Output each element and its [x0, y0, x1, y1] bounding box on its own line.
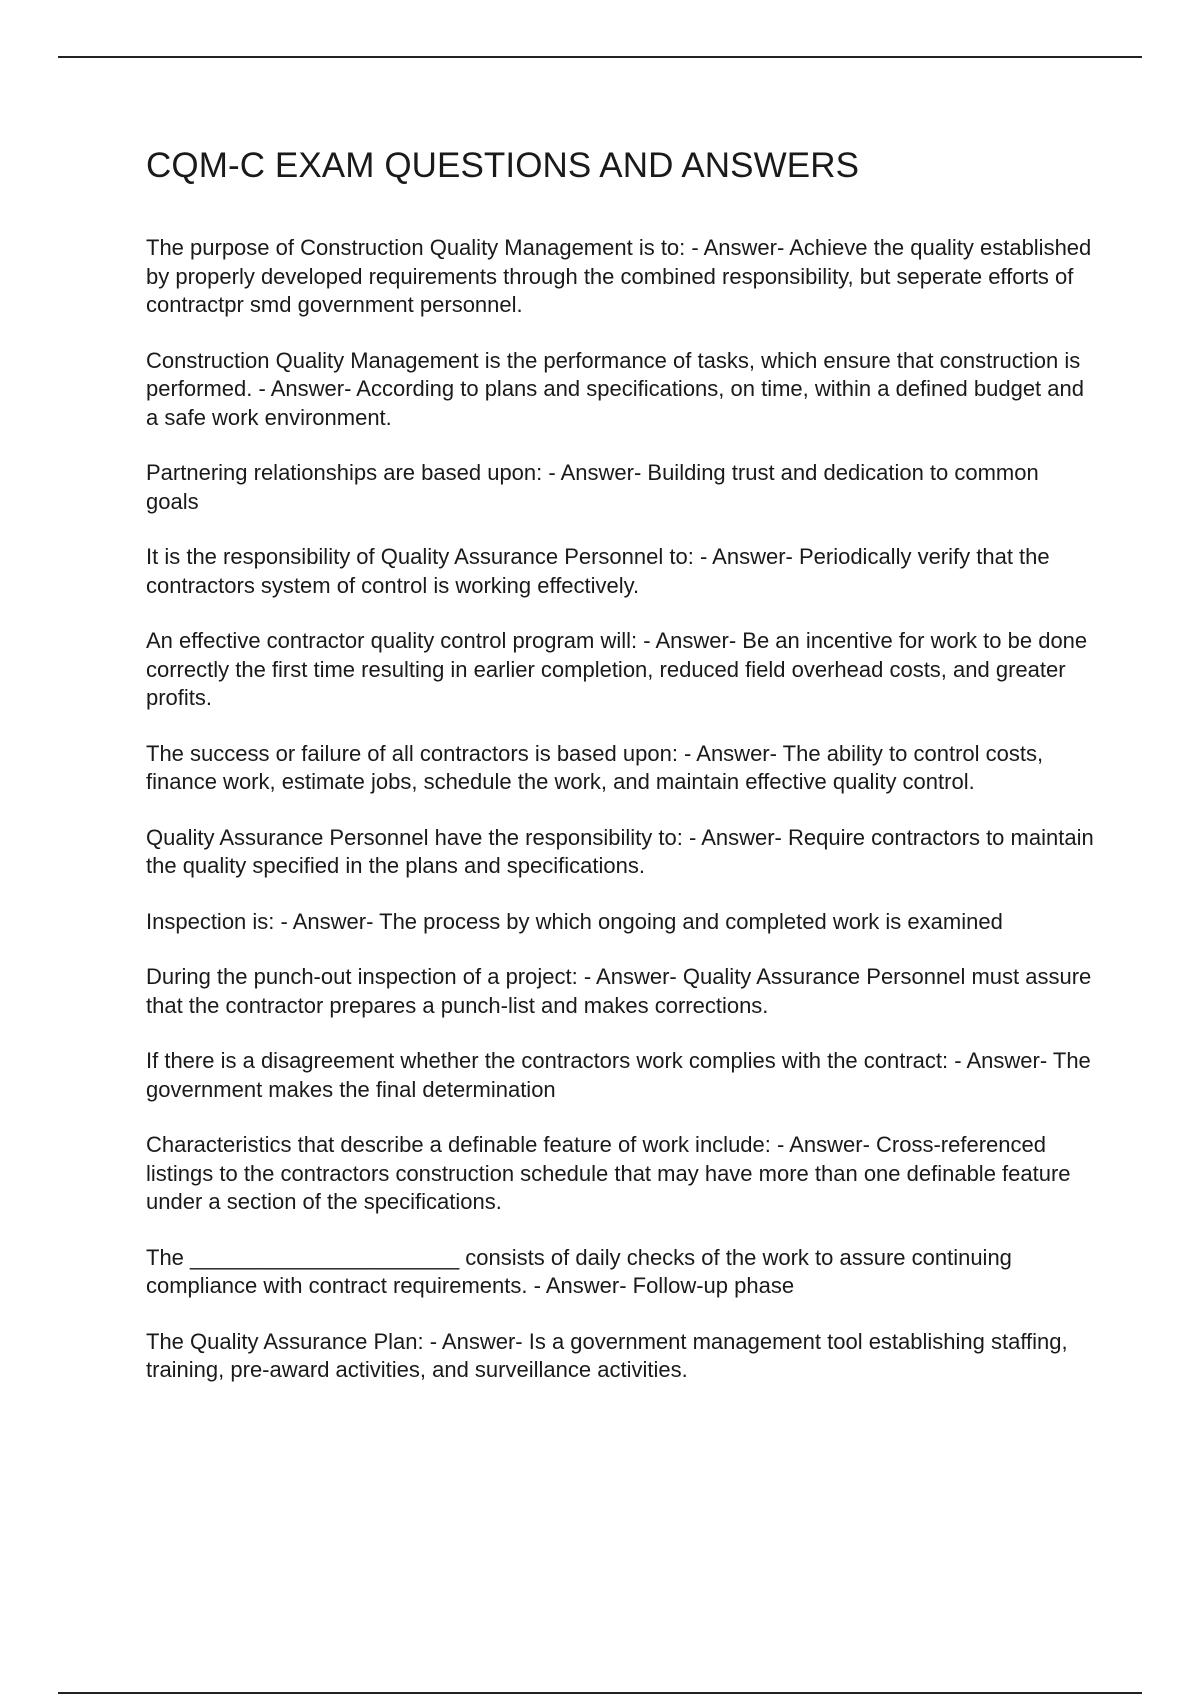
qa-entry: The ______________________ consists of daily checks of the work to assure continuing compliance with contract requirements. - Answer- Follow-up phase	[146, 1244, 1012, 1298]
document-body	[146, 140, 1096, 1412]
qa-entry: During the punch-out inspection of a project: - Answer- Quality Assurance Personnel must assure that the contractor prepares a punch-list and makes corrections.	[146, 964, 1092, 1018]
qa-entry: Construction Quality Management is the performance of tasks, which ensure that construction is performed. - Answer- According to plans and specifications, on time, within a defined budget and a safe work environment.	[146, 347, 1084, 430]
bottom-divider	[58, 1692, 1142, 1694]
qa-entry: The Quality Assurance Plan: - Answer- Is a government management tool establishing staffing, training, pre-award activities, and surveillance activities.	[146, 1328, 1068, 1382]
qa-entry: Characteristics that describe a definable feature of work include: - Answer- Cross-referenced listings to the contractors construction schedule that may have more than one definable feature under a section of the specifications.	[146, 1132, 1071, 1214]
qa-entry: The purpose of Construction Quality Management is to: - Answer- Achieve the quality established by properly developed requirements through the combined responsibility, but seperate efforts of contractpr smd government personnel.	[146, 235, 1092, 317]
qa-entry: An effective contractor quality control program will: - Answer- Be an incentive for work to be done correctly the first time resulting in earlier completion, reduced field overhead costs, and greater profits.	[146, 628, 1088, 710]
qa-entry: It is the responsibility of Quality Assurance Personnel to: - Answer- Periodically verify that the contractors system of control is working effectively.	[146, 544, 1050, 598]
qa-entry: Quality Assurance Personnel have the responsibility to: - Answer- Require contractors to maintain the quality specified in the plans and specifications.	[146, 824, 1094, 878]
qa-entry: The success or failure of all contractors is based upon: - Answer- The ability to control costs, finance work, estimate jobs, schedule the work, and maintain effective quality control.	[146, 740, 1044, 794]
top-divider	[58, 56, 1142, 58]
qa-entry: Inspection is: - Answer- The process by which ongoing and completed work is examined	[146, 908, 1003, 934]
document-title: CQM-C EXAM QUESTIONS AND ANSWERS	[146, 146, 860, 185]
qa-entry: If there is a disagreement whether the contractors work complies with the contract: - Answer- The government makes the final determination	[146, 1048, 1091, 1102]
qa-entry: Partnering relationships are based upon: - Answer- Building trust and dedication to common goals	[146, 460, 1039, 514]
